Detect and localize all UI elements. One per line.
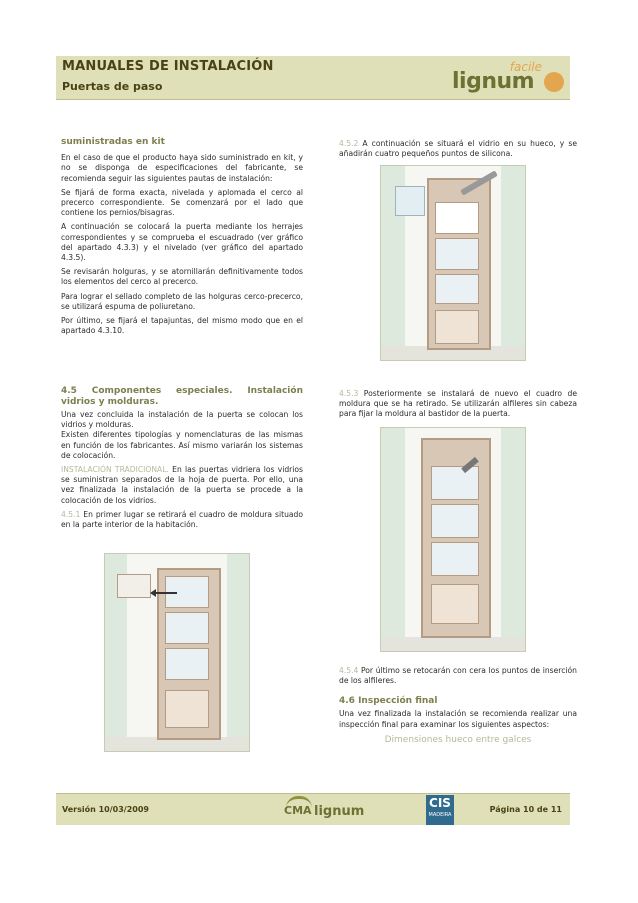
floor <box>381 637 525 651</box>
manual-subtitle: Puertas de paso <box>62 80 163 93</box>
logo-lignum-text: lignum <box>314 804 365 819</box>
step-text: Por último se retocarán con cera los puntos de inserción de los alfileres. <box>339 666 577 686</box>
logo-facile-text: facile <box>509 60 542 74</box>
page-number: Página 10 de 11 <box>489 805 562 814</box>
manual-title: MANUALES DE INSTALACIÓN <box>62 59 274 74</box>
step-number: 4.5.3 <box>339 389 359 398</box>
logo-cis-text: CIS <box>429 796 451 810</box>
traditional-label: INSTALACIÓN TRADICIONAL. <box>61 465 169 475</box>
glass-pane <box>431 542 479 576</box>
paragraph: Se revisarán holguras, y se atornillarán definitivamente todos los elementos del cerco al precerco. <box>61 267 303 287</box>
paragraph: Se fijará de forma exacta, nivelada y aplomada el cerco al precerco correspondiente. Se comenzará por el lado que contiene los pernios/bisagras. <box>61 187 303 218</box>
figure-remove-molding <box>104 553 250 752</box>
page-footer <box>56 793 570 825</box>
step-text: En primer lugar se retirará el cuadro de moldura situado en la parte interior de la habitación. <box>61 509 303 530</box>
section-heading-4-6: 4.6 Inspección final <box>339 696 438 707</box>
glass-pane <box>431 504 479 538</box>
glass-pane <box>431 466 479 500</box>
step-number: 4.5.2 <box>339 139 359 148</box>
paragraph-traditional <box>61 465 303 506</box>
right-column-4-5-3 <box>339 389 577 424</box>
left-column-section-4-5 <box>61 386 303 534</box>
traditional-text: En las puertas vidriera los vidrios se suministran separados de la hoja de puerta. Por ello, una vez finalizada la instalación de la puerta se procede a la colocación de los vidrios. <box>61 465 303 505</box>
paragraph-4-5-1 <box>61 510 303 530</box>
logo-cma-text: CMA <box>284 804 312 817</box>
arrow-icon <box>155 592 177 594</box>
wall-right <box>227 554 249 751</box>
lower-panel <box>165 690 209 728</box>
section-heading-kit: suministradas en kit <box>61 137 165 147</box>
wall-right <box>501 166 525 360</box>
step-number: 4.5.4 <box>339 666 359 675</box>
wall-right <box>501 428 525 651</box>
figure-reinstall-molding <box>380 427 526 652</box>
lower-panel <box>435 310 479 344</box>
door <box>421 438 491 638</box>
logo-dot-icon <box>544 72 564 92</box>
wall-left <box>381 428 405 651</box>
removed-molding <box>117 574 151 598</box>
glass-pane <box>165 612 209 644</box>
paragraph: En el caso de que el producto haya sido suministrado en kit, y no se disponga de especificaciones del fabricante, se recomienda seguir las siguientes pautas de instalación: <box>61 153 303 183</box>
glass-sheet <box>395 186 425 216</box>
paragraph: Una vez concluida la instalación de la puerta se colocan los vidrios y molduras. <box>61 410 303 430</box>
lower-panel <box>431 584 479 624</box>
glass-pane <box>165 648 209 680</box>
logo-cis-sub-text: MADEIRA <box>428 812 452 818</box>
paragraph-4-5-2 <box>339 139 577 159</box>
empty-glass-slot <box>435 202 479 234</box>
paragraph: Una vez finalizada la instalación se recomienda realizar una inspección final para examinar los siguientes aspectos: <box>339 709 577 729</box>
version-text: Versión 10/03/2009 <box>62 805 149 814</box>
section-heading-4-5: 4.5 Componentes especiales. Instalación vidrios y molduras. <box>61 386 303 407</box>
left-column-top <box>61 137 303 340</box>
door <box>427 178 491 350</box>
cis-madeira-logo <box>426 795 454 825</box>
logo-lignum-text: lignum <box>452 69 535 94</box>
step-text: Posteriormente se instalará de nuevo el cuadro de moldura que se ha retirado. Se utilizarán alfileres sin cabeza para fijar la moldura al bastidor de la puerta. <box>339 389 577 419</box>
inspection-item: Dimensiones hueco entre galces <box>384 734 532 745</box>
cma-lignum-logo <box>284 796 394 824</box>
paragraph-4-5-3 <box>339 389 577 420</box>
paragraph: A continuación se colocará la puerta mediante los herrajes correspondientes y se comprueba el escuadrado (ver gráfico del apartado 4.3.3) y el nivelado (ver gráfico del apartado 4.3.5). <box>61 222 303 263</box>
lignum-facile-logo <box>446 60 564 96</box>
figure-place-glass <box>380 165 526 361</box>
paragraph: Para lograr el sellado completo de las holguras cerco-precerco, se utilizará espuma de poliuretano. <box>61 291 303 311</box>
step-text: A continuación se situará el vidrio en su hueco, y se añadirán cuatro pequeños puntos de silicona. <box>339 139 577 159</box>
page-header <box>56 56 570 100</box>
glass-pane <box>435 238 479 270</box>
right-column-bottom <box>339 666 577 745</box>
paragraph: Por último, se fijará el tapajuntas, del mismo modo que en el apartado 4.3.10. <box>61 316 303 336</box>
glass-pane <box>435 274 479 304</box>
right-column-4-5-2 <box>339 139 577 163</box>
paragraph-4-5-4 <box>339 666 577 686</box>
step-number: 4.5.1 <box>61 509 81 519</box>
paragraph: Existen diferentes tipologías y nomenclaturas de las mismas en función de los fabricantes. Así mismo variarán los sistemas de colocación. <box>61 430 303 460</box>
